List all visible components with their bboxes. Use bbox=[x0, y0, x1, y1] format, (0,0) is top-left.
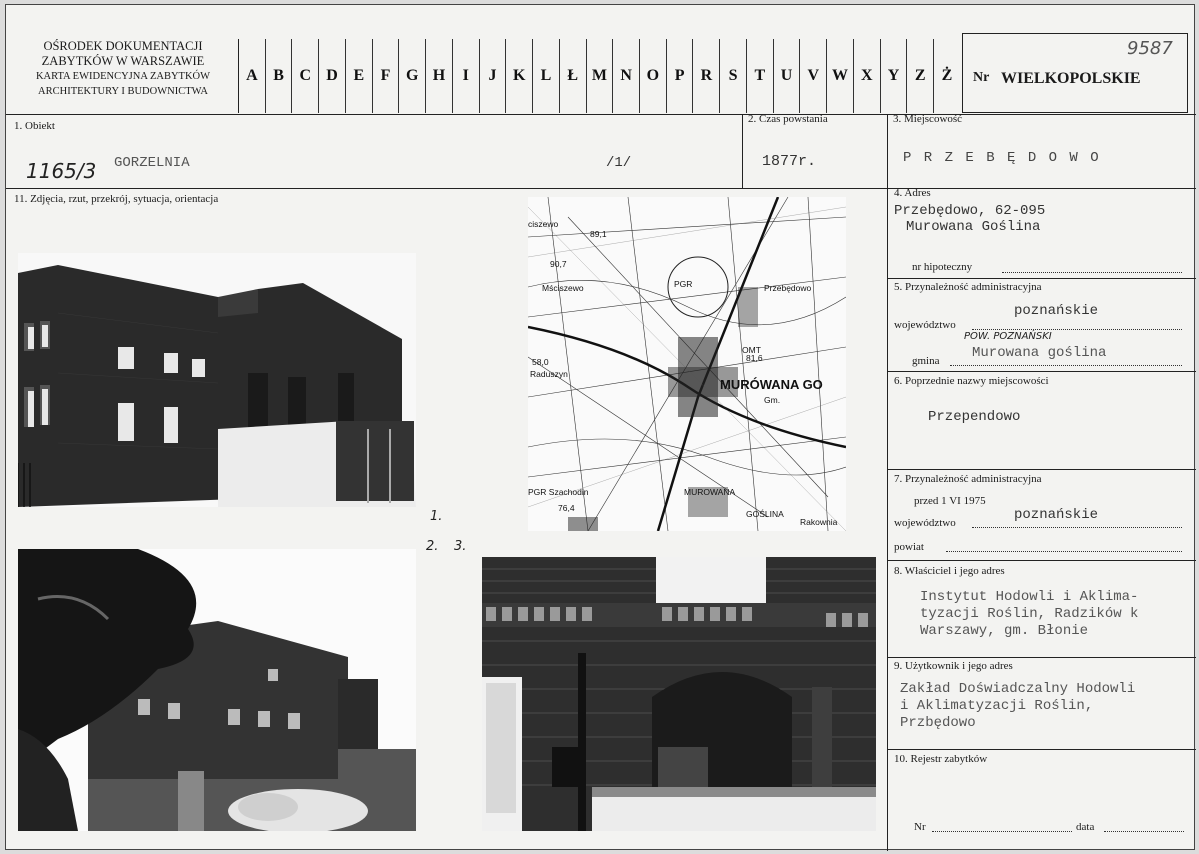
field-5-label: 5. Przynależność administracyjna bbox=[894, 281, 1042, 293]
field-5-gmina-label: gmina bbox=[912, 355, 940, 367]
field-1-suffix: /1/ bbox=[606, 155, 632, 171]
index-letter: N bbox=[612, 39, 639, 113]
field-4-label: 4. Adres bbox=[894, 187, 931, 199]
index-letter: L bbox=[532, 39, 559, 113]
record-card bbox=[5, 4, 1195, 850]
index-letter: Ż bbox=[933, 39, 960, 113]
index-letter: U bbox=[773, 39, 800, 113]
index-letter: E bbox=[345, 39, 372, 113]
field-7-powiat-label: powiat bbox=[894, 541, 924, 553]
map-label: Rakownia bbox=[800, 517, 838, 527]
index-letter: Z bbox=[906, 39, 933, 113]
index-letter: J bbox=[479, 39, 506, 113]
institution-line1: OŚRODEK DOKUMENTACJI bbox=[43, 39, 203, 53]
handwritten-card-number: 9587 bbox=[1127, 38, 1173, 59]
map-label: ciszewo bbox=[528, 219, 559, 229]
index-letter: I bbox=[452, 39, 479, 113]
index-letter: D bbox=[318, 39, 345, 113]
index-letter: P bbox=[666, 39, 693, 113]
index-letter: V bbox=[799, 39, 826, 113]
index-letter: W bbox=[826, 39, 853, 113]
map-label: Raduszyn bbox=[530, 369, 568, 379]
region-box bbox=[962, 33, 1188, 113]
map-label: 76,4 bbox=[558, 503, 575, 513]
field-2-value: 1877r. bbox=[762, 153, 817, 170]
field-7-woj-label: województwo bbox=[894, 517, 956, 529]
map-label: PGR bbox=[674, 279, 693, 289]
field-11-label: 11. Zdjęcia, rzut, przekrój, sytuacja, orientacja bbox=[14, 193, 219, 205]
field-3-label: 3. Miejscowość bbox=[893, 113, 963, 125]
map-label: GOŚLINA bbox=[746, 509, 784, 519]
map-label: Przebędowo bbox=[764, 283, 812, 293]
index-letter: C bbox=[291, 39, 318, 113]
map-label: 81,6 bbox=[746, 353, 763, 363]
field-7-label: 7. Przynależność administracyjna bbox=[894, 473, 1042, 485]
field-5-handwritten: POW. POZNAŃSKI bbox=[964, 331, 1052, 342]
field-4-hipoteczny-label: nr hipoteczny bbox=[912, 261, 973, 273]
index-letter: X bbox=[853, 39, 880, 113]
field-4-line1: Przebędowo, 62-095 bbox=[894, 203, 1046, 219]
map-labels bbox=[528, 197, 846, 531]
map-label: 90,7 bbox=[550, 259, 567, 269]
index-letter: F bbox=[372, 39, 399, 113]
map-town-label: MURÓWANA GO bbox=[720, 377, 823, 392]
field-6-value: Przependowo bbox=[928, 409, 1021, 425]
index-letter: M bbox=[586, 39, 613, 113]
field-4-line2: Murowana Goślina bbox=[906, 219, 1041, 235]
index-letter: O bbox=[639, 39, 666, 113]
field-10-data-label: data bbox=[1076, 821, 1095, 833]
letter-index-row bbox=[238, 39, 960, 113]
index-letter: T bbox=[746, 39, 773, 113]
photo-caption-3: 3. bbox=[454, 539, 467, 554]
field-9-line1: Zakład Doświadczalny Hodowli bbox=[900, 681, 1136, 697]
field-1-value: GORZELNIA bbox=[114, 155, 190, 171]
field-6-label: 6. Poprzednie nazwy miejscowości bbox=[894, 375, 1049, 387]
location-map bbox=[528, 197, 846, 531]
map-label: MUROWANA bbox=[684, 487, 736, 497]
index-letter: A bbox=[238, 39, 265, 113]
photo-caption-1: 1. bbox=[430, 509, 443, 524]
index-letter: R bbox=[692, 39, 719, 113]
index-letter: K bbox=[505, 39, 532, 113]
field-10-label: 10. Rejestr zabytków bbox=[894, 753, 988, 765]
region-nr-label: Nr bbox=[973, 70, 990, 85]
photo-3-detail bbox=[482, 557, 876, 831]
field-8-line2: tyzacji Roślin, Radzików k bbox=[920, 606, 1139, 622]
field-10-nr-label: Nr bbox=[914, 821, 926, 833]
map-label: 58,0 bbox=[532, 357, 549, 367]
card-type-line1: KARTA EWIDENCYJNA ZABYTKÓW bbox=[35, 71, 211, 82]
field-5-gmina-value: Murowana goślina bbox=[972, 345, 1107, 361]
map-label: 89,1 bbox=[590, 229, 607, 239]
photo-2-building bbox=[18, 549, 416, 831]
field-7-woj-value: poznańskie bbox=[1014, 507, 1099, 523]
field-9-line2: i Aklimatyzacji Roślin, bbox=[900, 698, 1094, 714]
field-1-handwritten: 1165/3 bbox=[26, 159, 97, 183]
field-5-woj-label: województwo bbox=[894, 319, 956, 331]
institution-line2: ZABYTKÓW W WARSZAWIE bbox=[41, 54, 205, 68]
field-9-line3: Przbędowo bbox=[900, 715, 976, 731]
field-7-before: przed 1 VI 1975 bbox=[914, 495, 986, 507]
index-letter: Ł bbox=[559, 39, 586, 113]
institution-block bbox=[12, 39, 234, 99]
index-letter: B bbox=[265, 39, 292, 113]
map-label: Mściszewo bbox=[542, 283, 584, 293]
field-9-label: 9. Użytkownik i jego adres bbox=[894, 660, 1013, 672]
card-type-line2: ARCHITEKTURY I BUDOWNICTWA bbox=[38, 86, 208, 97]
map-label: OMT bbox=[742, 345, 761, 355]
index-letter: H bbox=[425, 39, 452, 113]
index-letter: Y bbox=[880, 39, 907, 113]
field-2-label: 2. Czas powstania bbox=[748, 113, 828, 125]
field-8-line3: Warszawy, gm. Błonie bbox=[920, 623, 1089, 639]
index-letter: G bbox=[398, 39, 425, 113]
field-5-woj-value: poznańskie bbox=[1014, 303, 1099, 319]
map-label: PGR Szachodin bbox=[528, 487, 589, 497]
region-name: WIELKOPOLSKIE bbox=[1001, 70, 1141, 87]
field-8-line1: Instytut Hodowli i Aklima- bbox=[920, 589, 1139, 605]
index-letter: S bbox=[719, 39, 746, 113]
photo-1-building bbox=[18, 253, 416, 507]
field-1-label: 1. Obiekt bbox=[14, 120, 55, 132]
map-label: Gm. bbox=[764, 395, 781, 405]
photo-caption-2: 2. bbox=[426, 539, 439, 554]
field-3-value: P R Z E B Ę D O W O bbox=[903, 150, 1101, 166]
field-8-label: 8. Właściciel i jego adres bbox=[894, 565, 1005, 577]
